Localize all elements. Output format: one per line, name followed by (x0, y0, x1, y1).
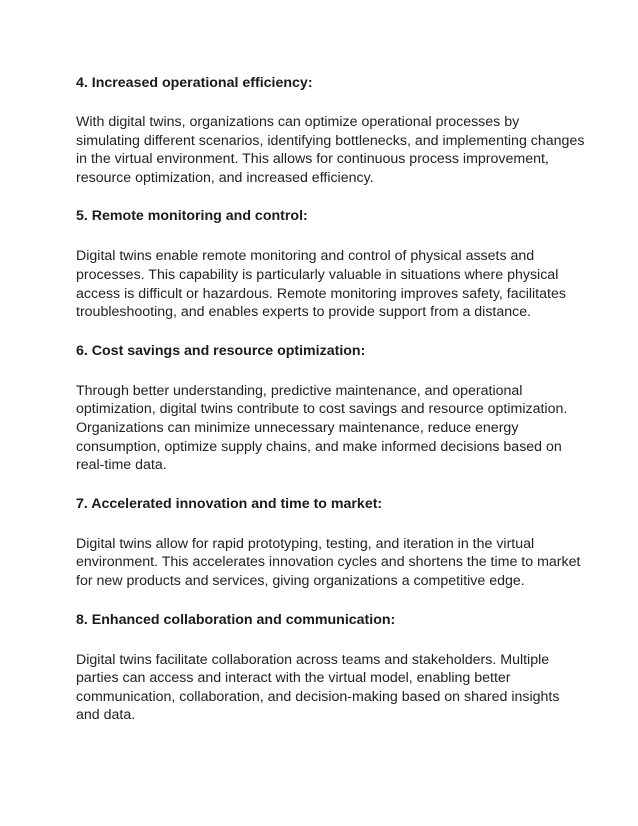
paragraph-line: consumption, optimize supply chains, and make informed decisions based on (76, 438, 562, 455)
section-heading-cost-savings: 6. Cost savings and resource optimization: (76, 342, 366, 359)
paragraph-line: Digital twins enable remote monitoring and control of physical assets and (76, 248, 535, 265)
paragraph-line: parties can access and interact with the virtual model, enabling better (76, 670, 511, 687)
section-paragraph-enhanced-collaboration (76, 651, 576, 725)
paragraph-line: Digital twins facilitate collaboration across teams and stakeholders. Multiple (76, 651, 550, 668)
paragraph-line: resource optimization, and increased efficiency. (76, 169, 374, 186)
paragraph-line: simulating different scenarios, identifying bottlenecks, and implementing changes (76, 132, 585, 149)
paragraph-line: With digital twins, organizations can optimize operational processes by (76, 114, 520, 130)
paragraph-line: in the virtual environment. This allows for continuous process improvement, (76, 151, 549, 168)
section-heading-accelerated-innovation: 7. Accelerated innovation and time to market: (76, 495, 383, 512)
section-heading-remote-monitoring: 5. Remote monitoring and control: (76, 208, 308, 225)
paragraph-line: for new products and services, giving organizations a competitive edge. (76, 572, 525, 589)
paragraph-line: Through better understanding, predictive maintenance, and operational (76, 382, 523, 399)
paragraph-line: environment. This accelerates innovation cycles and shortens the time to market (76, 554, 581, 571)
section-paragraph-remote-monitoring (76, 247, 576, 321)
paragraph-line: processes. This capability is particularly valuable in situations where physical (76, 266, 559, 283)
section-heading-enhanced-collaboration: 8. Enhanced collaboration and communication: (76, 611, 396, 628)
paragraph-line: troubleshooting, and enables experts to provide support from a distance. (76, 304, 532, 321)
paragraph-line: communication, collaboration, and decision-making based on shared insights (76, 688, 560, 705)
section-paragraph-accelerated-innovation (76, 535, 581, 591)
paragraph-line: real-time data. (76, 457, 167, 474)
document-page (76, 66, 585, 725)
section-paragraph-cost-savings (76, 382, 576, 475)
paragraph-line: Digital twins allow for rapid prototyping, testing, and iteration in the virtual (76, 535, 535, 552)
section-paragraph-increased-operational-efficiency (76, 113, 585, 187)
paragraph-line: optimization, digital twins contribute to cost savings and resource optimization. (76, 401, 568, 418)
paragraph-line: access is difficult or hazardous. Remote monitoring improves safety, facilitates (76, 285, 566, 302)
paragraph-line: and data. (76, 707, 136, 724)
paragraph-line: Organizations can minimize unnecessary maintenance, reduce energy (76, 419, 519, 436)
section-heading-increased-operational-efficiency: 4. Increased operational efficiency: (76, 75, 313, 91)
